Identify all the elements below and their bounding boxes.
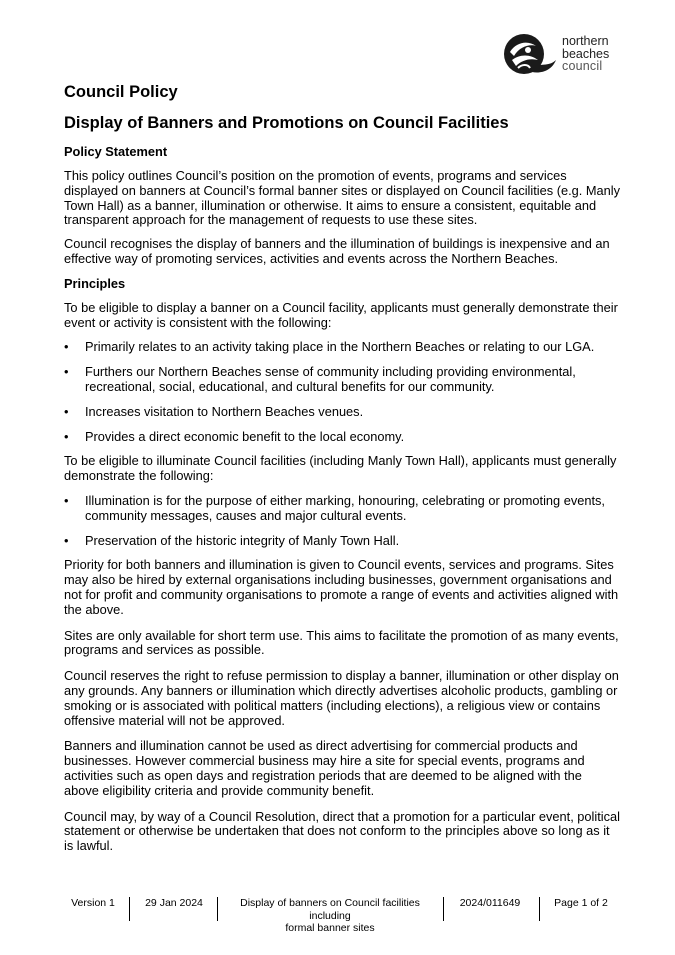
priority-paragraph: Priority for both banners and illumination is given to Council events, services and programs. Sites may also be hired by external organisations including businesses, government organisations and not for profit and community organisations to promote a range of events and activities aligned with the above. [64,557,619,617]
list-item: • Illumination is for the purpose of either marking, honouring, celebrating or promoting events, community messages, causes and major cultural events. [64,494,620,524]
illumination-criteria-list [64,494,620,548]
footer-divider [129,897,130,921]
principles-heading: Principles [64,275,126,291]
page-footer [60,897,620,934]
illumination-eligibility-intro: To be eligible to illuminate Council facilities (including Manly Town Hall), applicants must generally demonstrate the following: [64,453,617,484]
footer-reference-number: 2024/011649 [459,897,521,909]
refuse-permission-paragraph: Council reserves the right to refuse permission to display a banner, illumination or other display on any grounds. Any banners or illumination which directly advertises alcoholic products, gambling or smoking or is associated with political matters (including elections), a religious view or contains offensive material will not be approved. [64,668,619,728]
footer-document-title [218,897,442,934]
footer-divider [539,897,540,921]
document-body [64,82,620,854]
council-logo-emblem-icon [500,30,558,82]
footer-document-title-line-1: Display of banners on Council facilities including [240,897,420,922]
policy-statement-paragraph-2: Council recognises the display of banners and the illumination of buildings is inexpensive and an effective way of promoting services, activities and events across the Northern Beaches. [64,236,610,266]
banner-eligibility-intro: To be eligible to display a banner on a Council facility, applicants must generally demonstrate their event or activity is consistent with the following: [64,299,618,330]
document-title: Display of Banners and Promotions on Council Facilities [64,114,509,132]
document-type-heading: Council Policy [64,83,178,101]
logo-line-3: council [562,59,603,73]
logo-wordmark [562,35,609,73]
logo-line-2: beaches [562,46,610,61]
commercial-advertising-paragraph: Banners and illumination cannot be used as direct advertising for commercial products and businesses. However commercial business may hire a site for special events, programs and activities such as open days and registration periods that are deemed to be aligned with the above eligibility criteria and provide community benefit. [64,738,585,798]
council-resolution-paragraph: Council may, by way of a Council Resolution, direct that a promotion for a particular event, political statement or otherwise be undertaken that does not conform to the principles above so long as it is lawful. [64,808,620,854]
policy-statement-paragraph-1: This policy outlines Council’s position on the promotion of events, programs and services displayed on banners at Council’s formal banner sites or displayed on Council facilities (e.g. Manly Town Hall) as a banner, illumination or otherwise. It aims to ensure a consistent, equitable and transparent approach for the management of requests to use these sites. [64,168,621,228]
short-term-use-paragraph: Sites are only available for short term use. This aims to facilitate the promotion of as many events, programs and services as possible. [64,627,619,658]
northern-beaches-council-logo [500,30,620,82]
list-item: • Furthers our Northern Beaches sense of community including providing environmental, recreational, social, educational, and cultural benefits for our community. [64,365,620,395]
banner-criteria-list [64,340,620,444]
list-item: • Primarily relates to an activity taking place in the Northern Beaches or relating to our LGA. [64,340,620,355]
footer-version: Version 1 [71,897,115,909]
policy-statement-heading: Policy Statement [64,144,168,159]
list-item: • Preservation of the historic integrity of Manly Town Hall. [64,534,620,549]
list-item: • Increases visitation to Northern Beaches venues. [64,405,620,420]
list-item: • Provides a direct economic benefit to the local economy. [64,430,620,445]
logo-line-1: northern [562,34,609,48]
footer-page-number: Page 1 of 2 [554,897,608,909]
footer-document-title-line-2: formal banner sites [285,922,375,934]
footer-date: 29 Jan 2024 [145,897,203,909]
